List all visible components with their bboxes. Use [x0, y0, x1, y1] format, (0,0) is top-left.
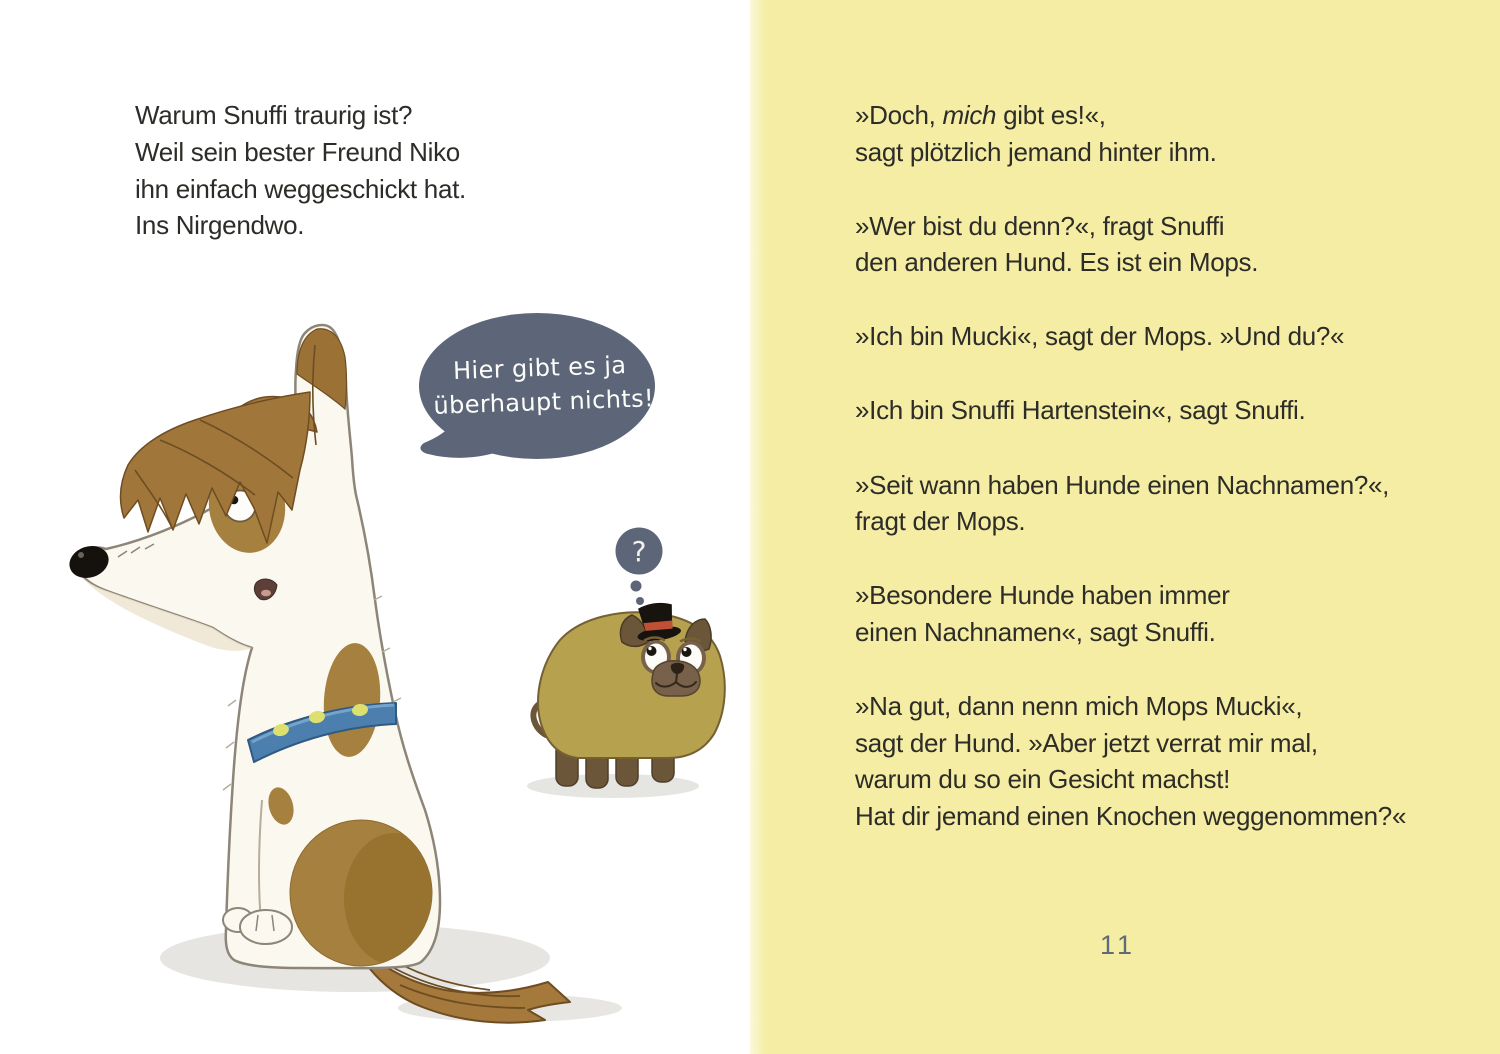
intro-line: Ins Nirgendwo. — [135, 210, 305, 241]
thought-bubble-symbol: ? — [631, 535, 647, 568]
story-line: einen Nachnamen«, sagt Snuffi. — [855, 616, 1216, 647]
pug-pupil — [647, 646, 657, 656]
story-line: Hat dir jemand einen Knochen weggenommen?« — [855, 800, 1407, 831]
story-line: sagt der Hund. »Aber jetzt verrat mir mal, — [855, 727, 1318, 758]
story-line: warum du so ein Gesicht machst! — [855, 764, 1231, 795]
story-line: »Seit wann haben Hunde einen Nachnamen?«, — [855, 469, 1390, 500]
speech-bubble-line1: Hier gibt es ja — [452, 350, 627, 386]
intro-line: Warum Snuffi traurig ist? — [135, 100, 413, 130]
story-line: den anderen Hund. Es ist ein Mops. — [855, 247, 1259, 278]
speech-bubble-line2: überhaupt nichts! — [432, 384, 655, 420]
pug — [533, 600, 724, 788]
pug-pupil — [682, 647, 692, 657]
story-line: »Na gut, dann nenn mich Mops Mucki«, — [855, 690, 1303, 721]
intro-line: ihn einfach weggeschickt hat. — [135, 173, 466, 204]
story-line: fragt der Mops. — [855, 506, 1026, 537]
intro-line: Weil sein bester Freund Niko — [135, 136, 460, 167]
story-paragraph — [855, 688, 1445, 834]
page-number: 11 — [1099, 930, 1137, 960]
story-line: »Wer bist du denn?«, fragt Snuffi — [855, 210, 1225, 241]
dog-paw — [240, 910, 292, 944]
story-line: sagt plötzlich jemand hinter ihm. — [855, 136, 1217, 167]
thought-dot — [636, 597, 644, 605]
story-text-block — [855, 97, 1445, 872]
story-line: »Besondere Hunde haben immer — [855, 580, 1230, 611]
speech-bubble — [419, 313, 655, 459]
right-page — [750, 0, 1500, 1054]
story-paragraph — [855, 208, 1445, 281]
story-paragraph — [855, 97, 1445, 170]
story-paragraph — [855, 318, 1445, 355]
story-paragraph — [855, 467, 1445, 540]
story-line: »Ich bin Mucki«, sagt der Mops. »Und du?« — [855, 321, 1345, 352]
story-line: »Doch, mich gibt es!«, — [855, 100, 1106, 130]
story-paragraph — [855, 577, 1445, 650]
story-line: »Ich bin Snuffi Hartenstein«, sagt Snuffi. — [855, 395, 1306, 426]
dog-nose-highlight — [78, 552, 84, 558]
thought-dot — [631, 581, 642, 592]
story-paragraph — [855, 392, 1445, 429]
thought-bubble — [616, 528, 663, 606]
